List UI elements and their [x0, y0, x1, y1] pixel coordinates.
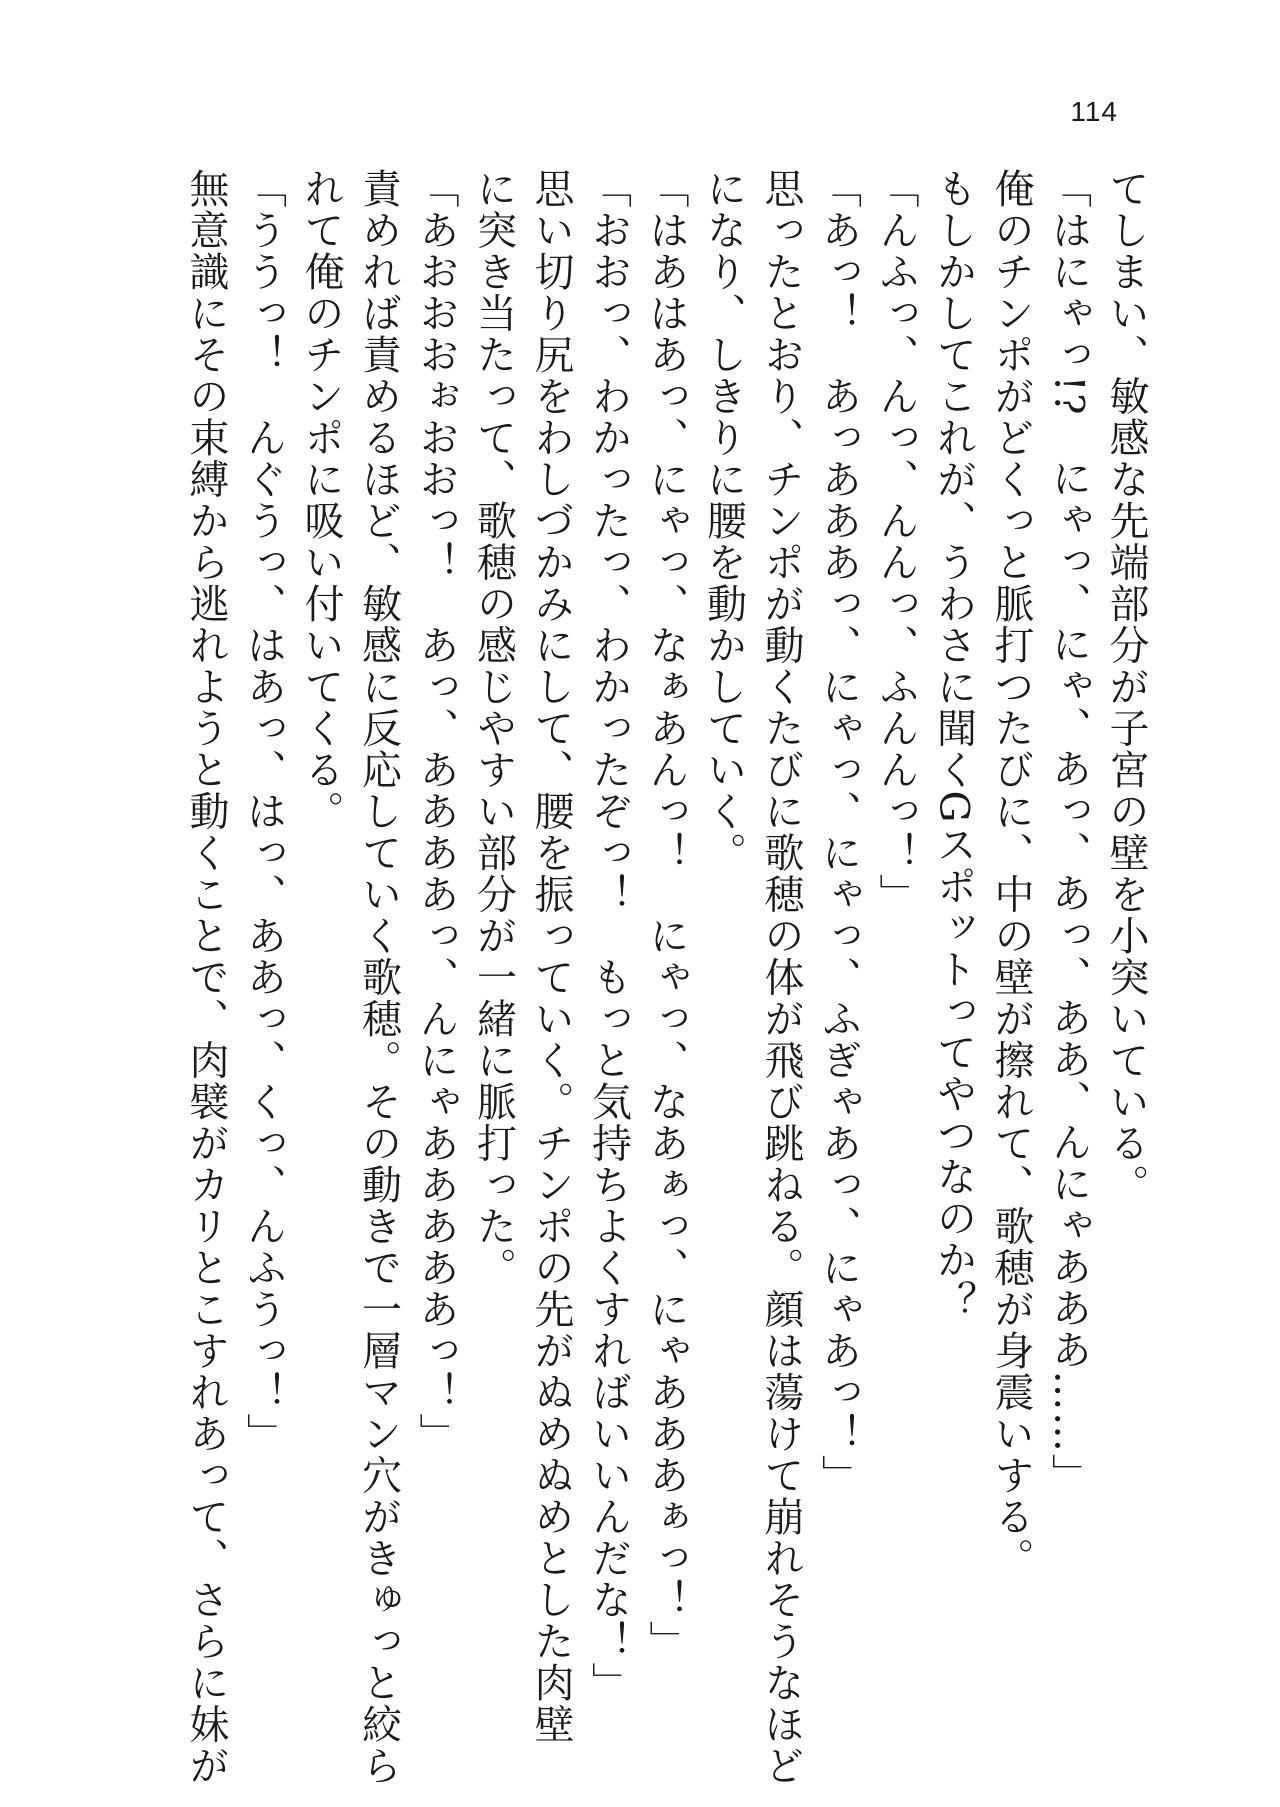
text-line: 「はにゃっ!? にゃっ、にゃ、あっ、あっ、ああ、んにゃあああ……」: [1045, 168, 1092, 1496]
novel-text-body: [177, 168, 1155, 1787]
text-line: 思い切り尻をわしづかみにして、腰を振っていく。チンポの先がぬめぬめとした肉壁: [528, 168, 574, 1745]
text-line: もしかしてこれが、うわさに聞くGスポットってやつなのか？: [930, 168, 977, 1322]
text-line: 思ったとおり、チンポが動くたびに歌穂の体が飛び跳ねる。顔は蕩けて崩れそうなほど: [758, 168, 804, 1787]
text-line: 「おおっ、わかったっ、わかったぞっ！ もっと気持ちよくすればいいんだな！」: [585, 168, 632, 1704]
text-line: 俺のチンポがどくっと脈打つたびに、中の壁が擦れて、歌穂が身震いする。: [988, 168, 1034, 1579]
text-line: れて俺のチンポに吸い付いてくる。: [298, 168, 344, 832]
text-line: 無意識にその束縛から逃れようと動くことで、肉襞がカリとこすれあって、さらに妹が: [183, 168, 229, 1787]
text-line: 「ううっ！ んぐうっ、はあっ、はっ、ああっ、くっ、んふうっ！」: [240, 168, 287, 1455]
page-number: 114: [1070, 96, 1118, 127]
text-line: 「あっ！ あっあああっ、にゃっ、にゃっ、ふぎゃあっ、にゃあっ！」: [815, 168, 862, 1496]
text-line: 「はあはあっ、にゃっ、なぁあんっ！ にゃっ、なあぁっ、にゃあああぁっ！」: [643, 168, 689, 1662]
text-line: 責めれば責めるほど、敏感に反応していく歌穂。その動きで一層マン穴がきゅっと絞ら: [355, 168, 402, 1787]
text-line: てしまい、敏感な先端部分が子宮の壁を小突いている。: [1103, 168, 1149, 1206]
text-line: 「あおおおぉおおっ！ あっ、ああああっ、んにゃあああああっ！」: [413, 168, 459, 1455]
text-line: になり、しきりに腰を動かしていく。: [700, 168, 747, 874]
text-line: に突き当たって、歌穂の感じやすい部分が一緒に脈打った。: [470, 168, 517, 1289]
text-line: 「んふっ、んっ、んんっ、ふんんっ！」: [873, 168, 919, 915]
